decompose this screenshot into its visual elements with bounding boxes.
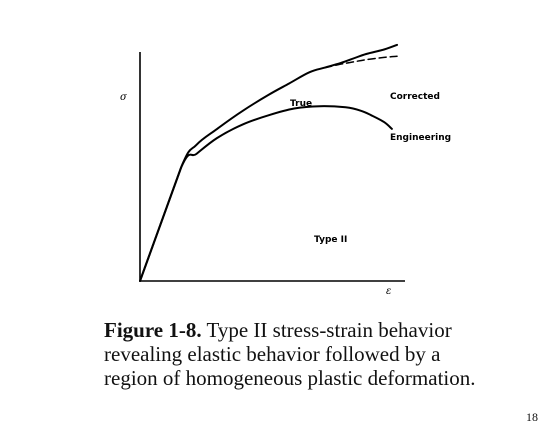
region-label: Type II [314, 235, 348, 245]
corrected-curve-label: Corrected [390, 92, 440, 102]
chart-curves [140, 45, 397, 281]
corrected-curve [325, 56, 397, 67]
figure-label: Figure 1-8. [104, 318, 202, 342]
caption-line-3: region of homogeneous plastic deformation. [104, 366, 476, 390]
chart-labels [120, 92, 451, 297]
true-curve [140, 45, 397, 281]
caption-line-2: revealing elastic behavior followed by a [104, 342, 441, 366]
x-axis-label: ε [386, 286, 392, 297]
engineering-curve-label: Engineering [390, 133, 452, 143]
true-curve-label: True [290, 99, 313, 109]
y-axis-label: σ [120, 92, 127, 103]
chart-axes [140, 52, 405, 281]
caption-line-1 [104, 318, 524, 342]
engineering-curve [140, 106, 392, 281]
figure-caption [104, 318, 524, 390]
page-number: 18 [526, 410, 538, 424]
caption-text-1: Type II stress-strain behavior [201, 318, 452, 342]
